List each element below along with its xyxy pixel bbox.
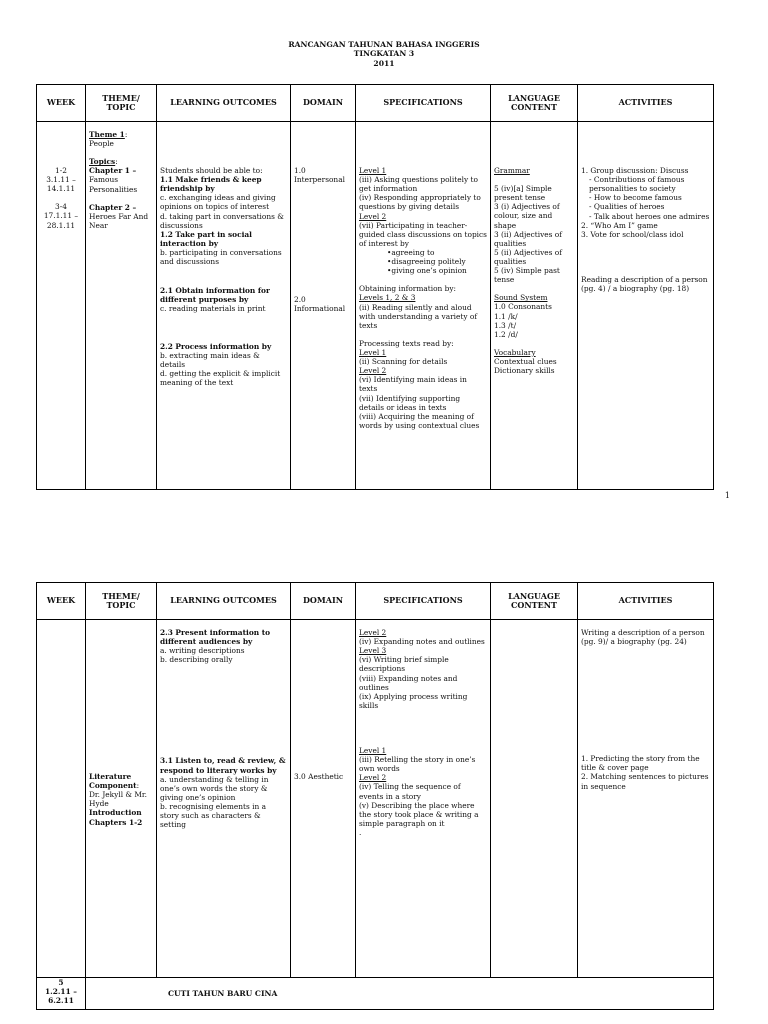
spec-level-label: Level 2 (359, 366, 387, 376)
grammar-item: 3 (ii) Adjectives of qualities (494, 229, 562, 248)
activity-subitem: - Contributions of famous personalities to society (589, 175, 685, 194)
vocabulary-item: Contextual clues (494, 356, 557, 366)
week-cell (37, 122, 86, 490)
activity-item: 1. Predicting the story from the title & cover page (581, 754, 700, 773)
week-cell (37, 620, 86, 978)
week-date: 28.1.11 (46, 220, 76, 230)
spec-heading: Obtaining information by: (359, 284, 457, 294)
spec-level-label: Level 2 (359, 628, 387, 637)
chapter-2-label: Chapter 2 – (89, 202, 137, 212)
spec-item: (vi) Identifying main ideas in texts (359, 375, 467, 394)
sound-item: 1.3 /t/ (494, 320, 517, 330)
header-learning-outcomes: LEARNING OUTCOMES (157, 85, 291, 122)
domain-1-name: Interpersonal (294, 175, 345, 185)
outcome-2-2-d: d. getting the explicit & implicit meaning of the text (160, 368, 281, 387)
holiday-week-cell (37, 978, 86, 1010)
domain-2-number: 2.0 (294, 295, 306, 305)
outcome-1-1-d: d. taking part in conversations & discussions (160, 211, 284, 230)
holiday-row (37, 978, 714, 1010)
theme-label: Theme 1 (89, 130, 125, 139)
outcome-2-3-b: b. describing orally (160, 655, 233, 665)
sound-item: 1.2 /d/ (494, 329, 518, 339)
plan-table-page-2 (36, 582, 713, 1010)
chapter-1-label: Chapter 1 – (89, 166, 137, 176)
outcomes-intro: Students should be able to: (160, 166, 263, 175)
spec-level-label: Level 1 (359, 166, 387, 175)
header-week: WEEK (37, 85, 86, 122)
literature-colon: : (136, 781, 140, 791)
title-line-2: TINGKATAN 3 (353, 49, 415, 59)
chapter-2-name: Heroes Far And Near (89, 211, 149, 230)
specifications-cell (356, 620, 491, 978)
spec-item: (vii) Identifying supporting details or ideas in texts (359, 393, 461, 412)
spec-bullet: •giving one’s opinion (387, 266, 467, 276)
grammar-item: 3 (i) Adjectives of colour, size and shape (494, 202, 560, 230)
header-domain: DOMAIN (291, 85, 356, 122)
holiday-label-cell (86, 978, 714, 1010)
spec-item: (iii) Retelling the story in one’s own words (359, 755, 476, 774)
literature-label: Literature Component (89, 772, 137, 791)
spec-level-label: Level 2 (359, 211, 387, 221)
spec-bullet: •disagreeing politely (387, 257, 466, 267)
theme-colon: : (124, 130, 128, 139)
holiday-label: CUTI TAHUN BARU CINA (168, 988, 278, 998)
outcomes-cell (157, 122, 291, 490)
week-range: 1-2 (55, 166, 67, 175)
spec-item: (ix) Applying process writing skills (359, 691, 468, 710)
outcome-3-1-b: b. recognising elements in a story such as characters & setting (160, 801, 267, 830)
sound-item: 1.0 Consonants (494, 302, 552, 312)
language-content-cell (491, 122, 578, 490)
spec-item: (iv) Responding appropriately to questions by giving details (359, 193, 481, 212)
spec-level-label: Level 2 (359, 773, 387, 783)
spec-item: (iv) Expanding notes and outlines (359, 637, 485, 647)
grammar-item: 5 (iv)[a] Simple present tense (494, 184, 552, 203)
activity-item: Writing a description of a person (pg. 9)/ a biography (pg. 24) (581, 628, 705, 647)
document-title (0, 40, 768, 68)
page-number: 1 (724, 491, 730, 500)
table-header-row (37, 85, 714, 122)
literature-title: Dr. Jekyll & Mr. Hyde (89, 790, 147, 809)
title-line-1: RANCANGAN TAHUNAN BAHASA INGGERIS (288, 40, 480, 49)
spec-level-label: Level 3 (359, 646, 387, 656)
header-week: WEEK (37, 583, 86, 620)
outcome-1-1-title: 1.1 Make friends & keep friendship by (160, 175, 262, 194)
holiday-week-number: 5 (58, 978, 64, 987)
week-date: 14.1.11 (46, 184, 76, 194)
table-row (37, 122, 714, 490)
week-date: 3.1.11 – (46, 175, 76, 185)
activity-subitem: - Talk about heroes one admires (589, 211, 710, 221)
outcomes-cell (157, 620, 291, 978)
activity-item: 1. Group discussion: Discuss (581, 166, 689, 175)
title-line-3: 2011 (373, 58, 395, 68)
activity-item: 2. “Who Am I” game (581, 220, 658, 230)
domain-2-name: Informational (294, 304, 346, 314)
introduction-chapters: Introduction Chapters 1-2 (89, 808, 143, 827)
domain-1-number: 1.0 (294, 166, 306, 175)
language-content-cell (491, 620, 578, 978)
spec-item: (vii) Participating in teacher-guided class discussions on topics of interest by (359, 220, 487, 248)
outcome-3-1-title: 3.1 Listen to, read & review, & respond to literary works by (160, 756, 286, 775)
specifications-cell (356, 122, 491, 490)
outcome-2-1-title: 2.1 Obtain information for different purposes by (160, 286, 270, 305)
header-specifications: SPECIFICATIONS (356, 85, 491, 122)
spec-dot: . (359, 827, 362, 837)
outcome-2-3-a: a. writing descriptions (160, 646, 245, 656)
spec-item: (vi) Writing brief simple descriptions (359, 655, 449, 674)
week-date: 17.1.11 – (43, 211, 79, 221)
header-activities: ACTIVITIES (578, 583, 714, 620)
chapter-1-name: Famous Personalities (89, 175, 138, 194)
sound-item: 1.1 /k/ (494, 311, 518, 321)
outcome-2-2-b: b. extracting main ideas & details (160, 350, 260, 369)
outcome-2-3-title: 2.3 Present information to different audiences by (160, 628, 271, 647)
activities-cell (578, 122, 714, 490)
header-theme-topic: THEME/ TOPIC (86, 85, 157, 122)
sound-system-heading: Sound System (494, 293, 548, 303)
domain-cell (291, 620, 356, 978)
header-specifications: SPECIFICATIONS (356, 583, 491, 620)
plan-table-page-1 (36, 84, 713, 490)
spec-item: (v) Describing the place where the story took place & writing a simple paragraph on it (359, 800, 479, 828)
theme-cell (86, 122, 157, 490)
vocabulary-item: Dictionary skills (494, 366, 555, 376)
activity-subitem: - Qualities of heroes (589, 202, 665, 212)
outcome-2-1-c: c. reading materials in print (160, 304, 266, 314)
grammar-heading: Grammar (494, 166, 530, 175)
header-language-content: LANGUAGE CONTENT (491, 85, 578, 122)
activity-subitem: - How to become famous (589, 193, 682, 203)
vocabulary-heading: Vocabulary (494, 347, 536, 357)
spec-item: (iv) Telling the sequence of events in a story (359, 782, 461, 801)
theme-cell (86, 620, 157, 978)
spec-level-label: Level 1 (359, 745, 387, 755)
activities-cell (578, 620, 714, 978)
spec-item: (ii) Reading silently and aloud with understanding a variety of texts (359, 302, 478, 330)
header-activities: ACTIVITIES (578, 85, 714, 122)
activity-item: Reading a description of a person (pg. 4) / a biography (pg. 18) (581, 274, 708, 293)
spec-item: (viii) Expanding notes and outlines (359, 673, 458, 692)
spec-level-label: Level 1 (359, 347, 387, 357)
domain-3: 3.0 Aesthetic (294, 772, 344, 781)
header-domain: DOMAIN (291, 583, 356, 620)
spec-item: (iii) Asking questions politely to get information (359, 175, 478, 194)
grammar-item: 5 (iv) Simple past tense (494, 266, 560, 285)
header-theme-topic: THEME/ TOPIC (86, 583, 157, 620)
grammar-item: 5 (ii) Adjectives of qualities (494, 247, 562, 266)
outcome-1-2-title: 1.2 Take part in social interaction by (160, 229, 252, 248)
topics-label: Topics (89, 157, 116, 167)
header-learning-outcomes: LEARNING OUTCOMES (157, 583, 291, 620)
header-language-content: LANGUAGE CONTENT (491, 583, 578, 620)
spec-bullet: •agreeing to (387, 247, 435, 257)
domain-cell (291, 122, 356, 490)
topics-colon: : (115, 157, 118, 167)
activity-item: 3. Vote for school/class idol (581, 229, 684, 239)
spec-level-label: Levels 1, 2 & 3 (359, 293, 416, 303)
outcome-1-2-b: b. participating in conversations and discussions (160, 247, 282, 267)
theme-value: People (89, 139, 114, 149)
spec-item: (viii) Acquiring the meaning of words by using contextual clues (359, 411, 480, 430)
outcome-1-1-c: c. exchanging ideas and giving opinions on topics of interest (160, 193, 276, 212)
outcome-3-1-a: a. understanding & telling in one’s own words the story & giving one’s opinion (160, 774, 269, 802)
activity-item: 2. Matching sentences to pictures in sequence (581, 772, 709, 791)
outcome-2-2-title: 2.2 Process information by (160, 341, 272, 351)
spec-heading: Processing texts read by: (359, 338, 454, 348)
week-range: 3-4 (55, 202, 67, 212)
spec-item: (ii) Scanning for details (359, 357, 448, 367)
holiday-week-dates: 1.2.11 – 6.2.11 (45, 987, 77, 1006)
table-header-row (37, 583, 714, 620)
table-row (37, 620, 714, 978)
